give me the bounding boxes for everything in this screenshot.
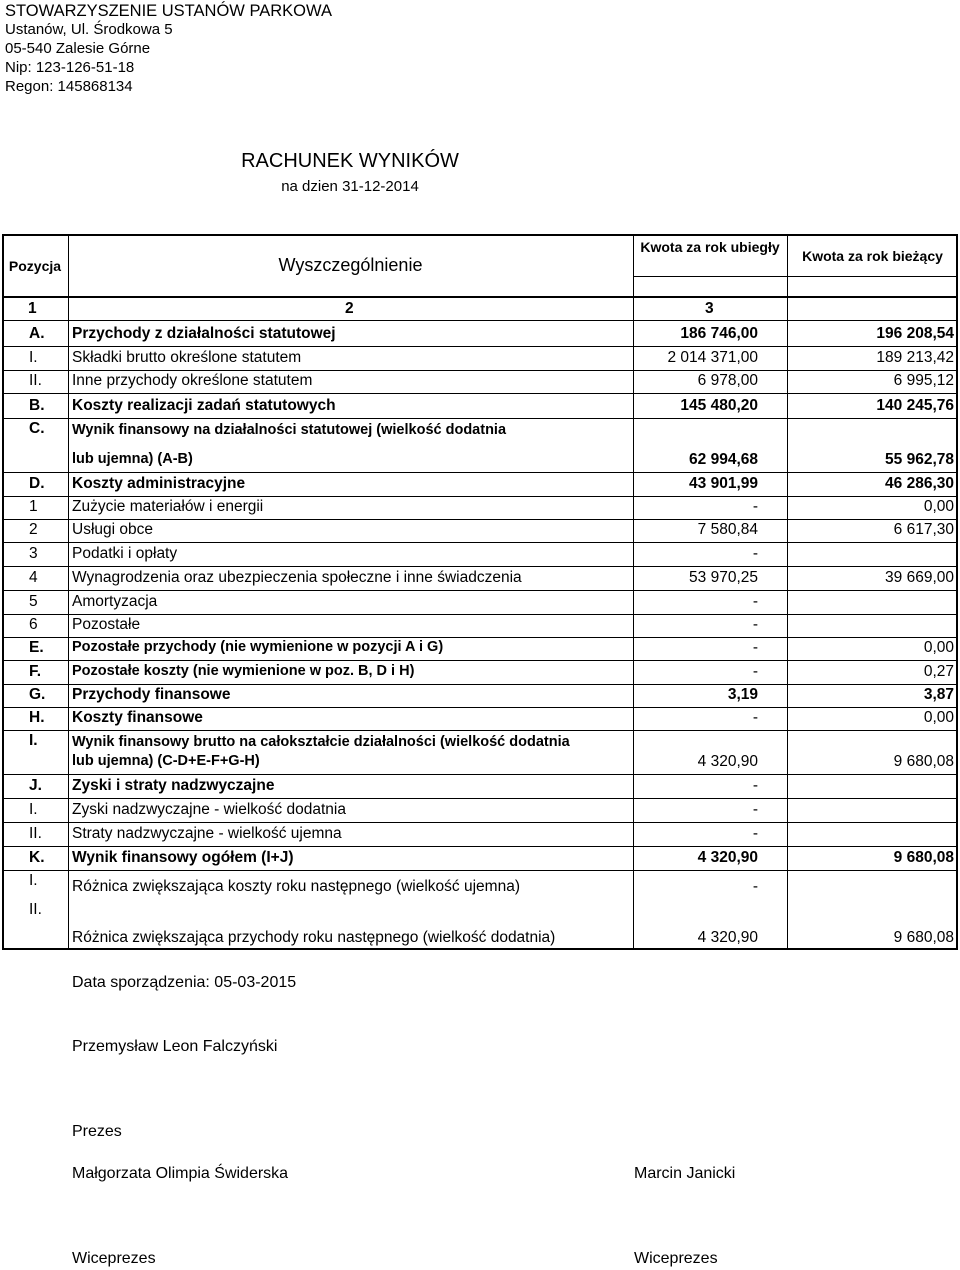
row-label: Zyski nadzwyczajne - wielkość dodatnia <box>72 801 346 818</box>
row-label: lub ujemna) (C-D+E-F+G-H) <box>72 753 260 769</box>
column-number: 1 <box>28 300 37 317</box>
row-code: I. <box>29 872 38 889</box>
row-label: Zużycie materiałów i energii <box>72 498 264 515</box>
row-code: G. <box>29 686 46 703</box>
row-code: 5 <box>29 593 38 610</box>
row-curr-value: 6 995,12 <box>893 372 954 389</box>
header-divider <box>633 276 958 277</box>
row-code: H. <box>29 709 45 726</box>
row-label: Wynagrodzenia oraz ubezpieczenia społeczne i inne świadczenia <box>72 569 522 586</box>
row-curr-value: 46 286,30 <box>885 475 954 492</box>
row-code: I. <box>29 732 38 749</box>
row-divider <box>2 472 958 473</box>
row-label: Koszty administracyjne <box>72 475 246 492</box>
row-label: Zyski i straty nadzwyczajne <box>72 777 275 794</box>
column-divider <box>68 296 69 950</box>
row-code: 1 <box>29 498 38 515</box>
row-label: Pozostałe <box>72 616 141 633</box>
row-prev-value: - <box>752 801 758 818</box>
organization-postal: 05-540 Zalesie Górne <box>5 40 151 57</box>
row-divider <box>2 730 958 731</box>
row-code: II. <box>29 825 42 842</box>
row-label: Składki brutto określone statutem <box>72 349 302 366</box>
row-prev-value: 6 978,00 <box>697 372 758 389</box>
row-label: Różnica zwiększająca koszty roku następnego (wielkość ujemna) <box>72 878 520 895</box>
row-label: Różnica zwiększająca przychody roku następnego (wielkość dodatnia) <box>72 929 556 946</box>
row-curr-value: 9 680,08 <box>893 753 954 770</box>
row-code: E. <box>29 639 44 656</box>
row-curr-value: 55 962,78 <box>885 451 954 468</box>
row-divider <box>2 370 958 371</box>
row-curr-value: 0,00 <box>923 639 954 656</box>
signer-name: Przemysław Leon Falczyński <box>72 1038 278 1055</box>
row-code: 2 <box>29 521 38 538</box>
row-prev-value: - <box>752 545 758 562</box>
header-description: Wyszczególnienie <box>278 255 423 275</box>
row-divider <box>2 637 958 638</box>
column-number: 3 <box>705 300 714 317</box>
row-divider <box>2 822 958 823</box>
row-divider <box>2 320 958 321</box>
signer-role: Wiceprezes <box>72 1250 156 1267</box>
row-code: J. <box>29 777 42 794</box>
row-prev-value: 62 994,68 <box>689 451 758 468</box>
row-label: Usługi obce <box>72 521 153 538</box>
row-prev-value: 4 320,90 <box>697 849 758 866</box>
row-label: Amortyzacja <box>72 593 158 610</box>
row-prev-value: - <box>752 825 758 842</box>
row-divider <box>2 566 958 567</box>
row-label: Wynik finansowy brutto na całokształcie działalności (wielkość dodatnia <box>72 734 570 750</box>
column-divider <box>633 296 634 950</box>
row-code: I. <box>29 349 38 366</box>
column-divider <box>787 296 788 950</box>
row-prev-value: 4 320,90 <box>697 929 758 946</box>
row-label: Pozostałe koszty (nie wymienione w poz. B, D i H) <box>72 663 415 679</box>
row-divider <box>2 590 958 591</box>
row-label: lub ujemna) (A-B) <box>72 451 193 467</box>
row-divider <box>2 870 958 871</box>
row-curr-value: 196 208,54 <box>876 325 954 342</box>
report-title: RACHUNEK WYNIKÓW <box>241 150 459 172</box>
header-position: Pozycja <box>8 258 62 274</box>
row-curr-value: 9 680,08 <box>893 849 954 866</box>
row-divider <box>2 614 958 615</box>
row-label: Pozostałe przychody (nie wymienione w pozycji A i G) <box>72 639 444 655</box>
row-code: 4 <box>29 569 38 586</box>
row-divider <box>2 846 958 847</box>
row-divider <box>2 542 958 543</box>
report-date: na dzien 31-12-2014 <box>281 178 419 195</box>
row-divider <box>2 798 958 799</box>
signer-name: Marcin Janicki <box>634 1165 736 1182</box>
row-label: Wynik finansowy ogółem (I+J) <box>72 849 294 866</box>
row-prev-value: 43 901,99 <box>689 475 758 492</box>
row-code: 6 <box>29 616 38 633</box>
row-code: K. <box>29 849 45 866</box>
organization-nip: Nip: 123-126-51-18 <box>5 59 135 76</box>
row-divider <box>2 660 958 661</box>
row-code: F. <box>29 663 42 680</box>
row-prev-value: 4 320,90 <box>697 753 758 770</box>
column-number: 2 <box>345 300 354 317</box>
row-curr-value: 3,87 <box>923 686 954 703</box>
row-prev-value: - <box>752 498 758 515</box>
signer-role: Wiceprezes <box>634 1250 718 1267</box>
row-divider <box>2 496 958 497</box>
row-curr-value: 9 680,08 <box>893 929 954 946</box>
signer-name: Małgorzata Olimpia Świderska <box>72 1165 289 1182</box>
row-curr-value: 0,00 <box>923 709 954 726</box>
row-code: D. <box>29 475 45 492</box>
row-prev-value: - <box>752 878 758 895</box>
row-label: Koszty realizacji zadań statutowych <box>72 397 336 414</box>
column-divider <box>787 234 788 298</box>
row-divider <box>2 707 958 708</box>
row-prev-value: 145 480,20 <box>680 397 758 414</box>
row-divider <box>2 393 958 394</box>
header-prev-year: Kwota za rok ubiegły <box>640 239 780 255</box>
header-curr-year: Kwota za rok bieżący <box>802 248 943 264</box>
row-curr-value: 6 617,30 <box>893 521 954 538</box>
row-divider <box>2 519 958 520</box>
row-divider <box>2 346 958 347</box>
row-prev-value: - <box>752 616 758 633</box>
organization-address: Ustanów, Ul. Środkowa 5 <box>5 21 173 38</box>
row-code: C. <box>29 420 45 437</box>
row-divider <box>2 684 958 685</box>
organization-name: STOWARZYSZENIE USTANÓW PARKOWA <box>5 2 332 20</box>
row-label: Wynik finansowy na działalności statutowej (wielkość dodatnia <box>72 422 507 438</box>
signer-role: Prezes <box>72 1123 122 1140</box>
row-curr-value: 0,00 <box>923 498 954 515</box>
row-label: Przychody finansowe <box>72 686 231 703</box>
row-label: Inne przychody określone statutem <box>72 372 313 389</box>
row-prev-value: 3,19 <box>727 686 758 703</box>
row-label: Podatki i opłaty <box>72 545 178 562</box>
row-divider <box>2 418 958 419</box>
row-prev-value: - <box>752 593 758 610</box>
row-label: Straty nadzwyczajne - wielkość ujemna <box>72 825 342 842</box>
organization-regon: Regon: 145868134 <box>5 78 133 95</box>
row-prev-value: 7 580,84 <box>697 521 758 538</box>
row-prev-value: - <box>752 709 758 726</box>
row-code: A. <box>29 325 45 342</box>
row-code: 3 <box>29 545 38 562</box>
row-prev-value: 186 746,00 <box>680 325 758 342</box>
row-prev-value: - <box>752 639 758 656</box>
row-prev-value: 2 014 371,00 <box>667 349 758 366</box>
date-prepared: Data sporządzenia: 05-03-2015 <box>72 974 297 991</box>
row-divider <box>2 774 958 775</box>
organization-block <box>5 2 332 96</box>
row-prev-value: - <box>752 663 758 680</box>
row-curr-value: 189 213,42 <box>876 349 954 366</box>
row-curr-value: 0,27 <box>923 663 954 680</box>
row-curr-value: 39 669,00 <box>885 569 954 586</box>
row-label: Przychody z działalności statutowej <box>72 325 336 342</box>
row-code: II. <box>29 901 42 918</box>
row-prev-value: - <box>752 777 758 794</box>
row-code: B. <box>29 397 45 414</box>
row-label: Koszty finansowe <box>72 709 203 726</box>
row-curr-value: 140 245,76 <box>876 397 954 414</box>
row-code: I. <box>29 801 38 818</box>
row-prev-value: 53 970,25 <box>689 569 758 586</box>
row-code: II. <box>29 372 42 389</box>
